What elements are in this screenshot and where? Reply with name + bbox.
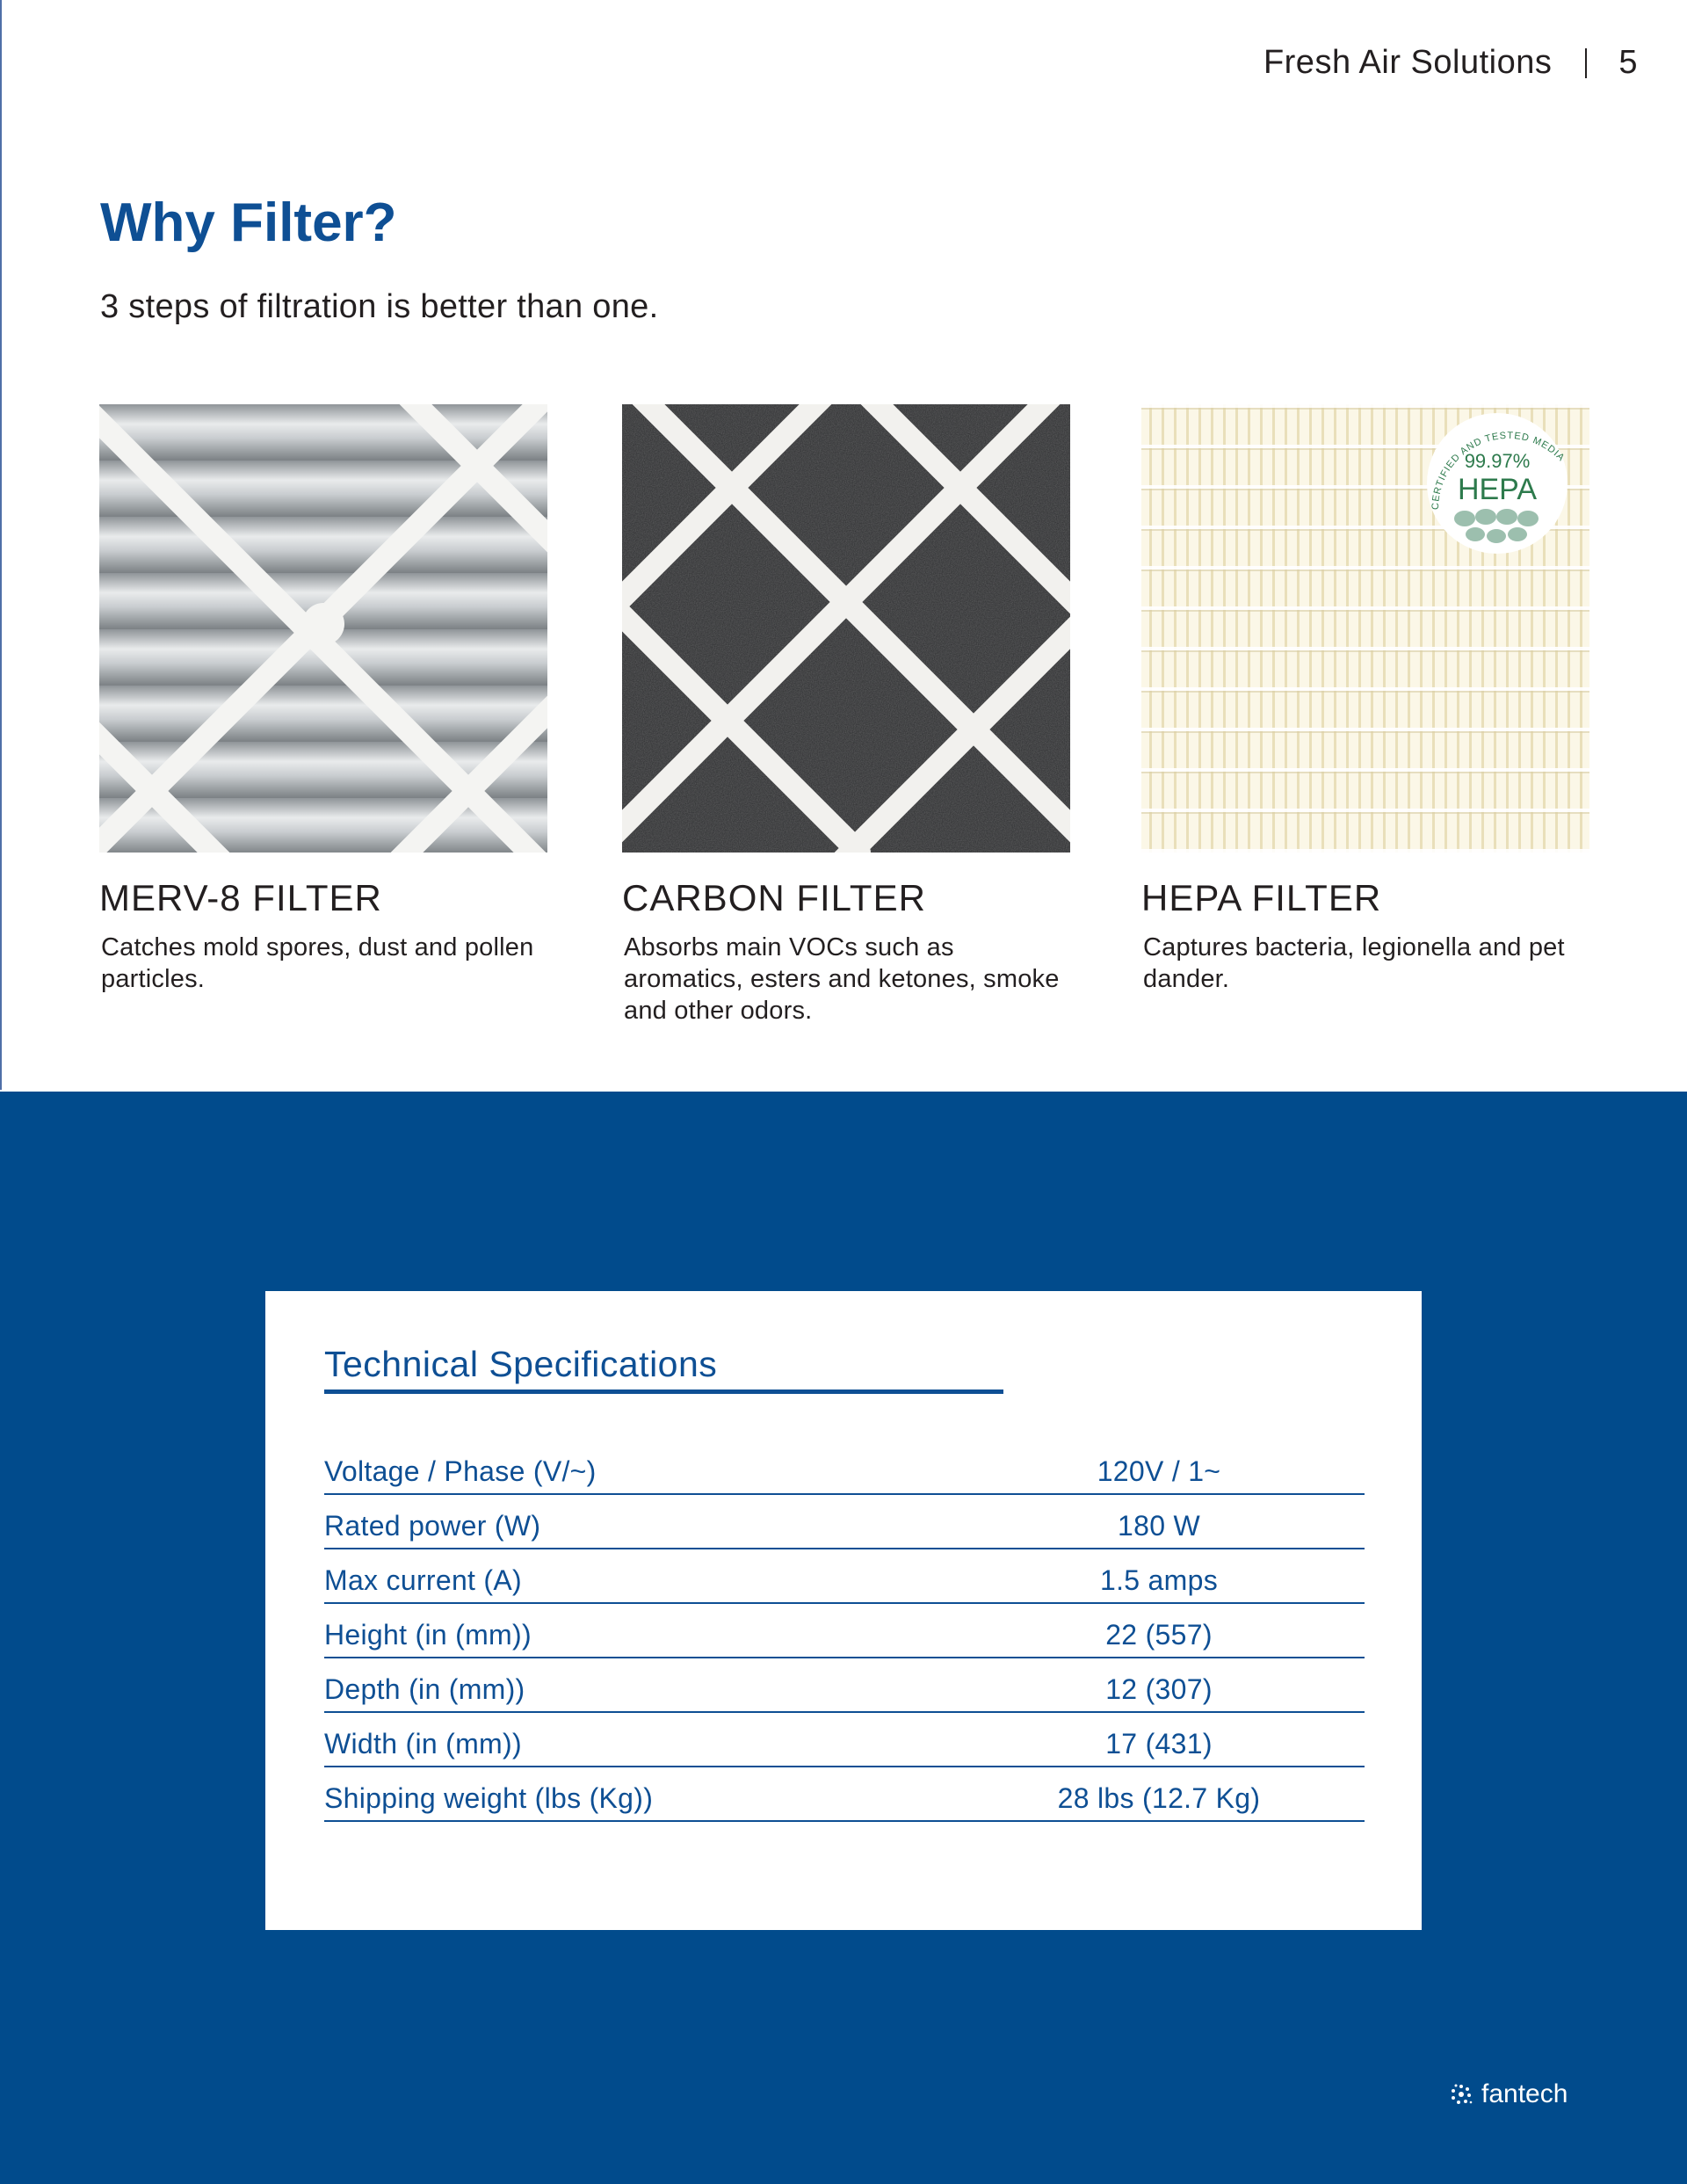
carbon-filter-image <box>622 404 1070 853</box>
fantech-logo <box>1448 2079 1568 2109</box>
spec-table <box>324 1442 1365 1822</box>
merv-filter-image <box>99 404 547 853</box>
brand-name: fantech <box>1481 2079 1568 2108</box>
spec-label: Width (in (mm)) <box>324 1728 522 1760</box>
left-edge-rule <box>0 0 2 1090</box>
page-title: Why Filter? <box>100 192 397 253</box>
filter-description: Catches mold spores, dust and pollen particles. <box>101 933 534 993</box>
spec-label: Max current (A) <box>324 1564 522 1596</box>
spec-row <box>324 1549 1365 1604</box>
page-subtitle: 3 steps of filtration is better than one. <box>100 288 659 325</box>
page-header <box>1263 44 1638 82</box>
filter-name: HEPA FILTER <box>1141 877 1382 918</box>
spec-label: Voltage / Phase (V/~) <box>324 1455 597 1487</box>
spec-row <box>324 1604 1365 1658</box>
spec-label: Height (in (mm)) <box>324 1619 532 1651</box>
spec-title: Technical Specifications <box>324 1344 718 1384</box>
section-name: Fresh Air Solutions <box>1263 44 1553 81</box>
spec-title-underline <box>324 1389 1003 1394</box>
filter-description: Absorbs main VOCs such as aromatics, esters and ketones, smoke and other odors. <box>624 933 1060 1025</box>
spec-value: 22 (557) <box>1105 1619 1213 1651</box>
filter-card-merv <box>99 404 547 995</box>
technical-specifications-panel <box>265 1291 1422 1930</box>
badge-arc-text: CERTIFIED AND TESTED MEDIA <box>1430 430 1568 511</box>
hepa-certification-badge <box>1427 413 1568 554</box>
spec-label: Shipping weight (lbs (Kg)) <box>324 1782 654 1814</box>
filter-description: Captures bacteria, legionella and pet dander. <box>1143 933 1565 993</box>
page-number: 5 <box>1618 44 1638 81</box>
filter-name: CARBON FILTER <box>622 877 926 918</box>
spec-value: 120V / 1~ <box>1097 1455 1221 1487</box>
spec-row <box>324 1495 1365 1549</box>
spec-value: 12 (307) <box>1105 1673 1213 1705</box>
spec-value: 17 (431) <box>1105 1728 1213 1760</box>
spec-value: 180 W <box>1118 1510 1200 1542</box>
spec-row <box>324 1713 1365 1767</box>
spec-row <box>324 1658 1365 1713</box>
spec-row <box>324 1767 1365 1822</box>
spec-label: Rated power (W) <box>324 1510 541 1542</box>
filter-name: MERV-8 FILTER <box>99 877 382 918</box>
filter-card-hepa <box>1141 404 1589 995</box>
badge-label: HEPA <box>1457 473 1538 506</box>
spec-value: 28 lbs (12.7 Kg) <box>1057 1782 1261 1814</box>
hepa-filter-image <box>1141 404 1589 853</box>
spec-label: Depth (in (mm)) <box>324 1673 525 1705</box>
spec-row <box>324 1442 1365 1495</box>
filter-card-carbon <box>622 404 1070 1027</box>
badge-percent: 99.97% <box>1464 450 1531 472</box>
spec-value: 1.5 amps <box>1099 1564 1219 1596</box>
fantech-logo-icon <box>1448 2081 1474 2108</box>
header-divider <box>1585 48 1587 78</box>
